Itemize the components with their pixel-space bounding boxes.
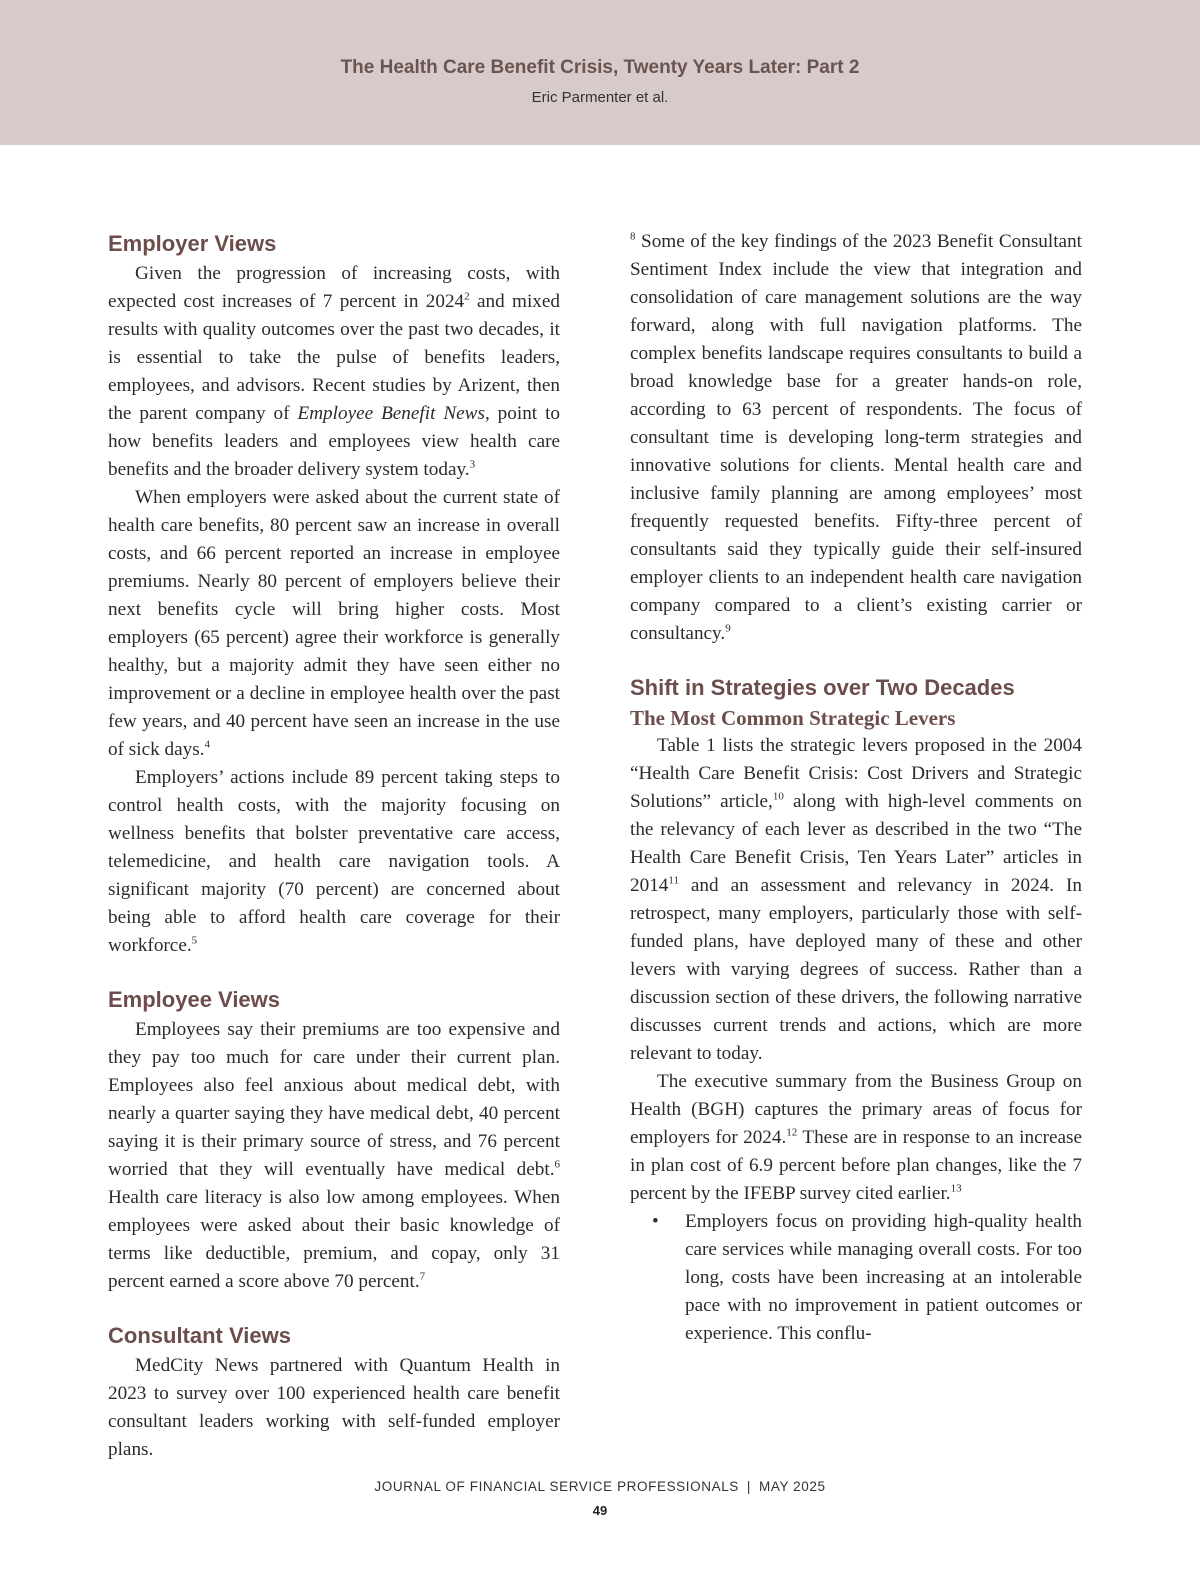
issue-date: MAY 2025	[759, 1479, 826, 1494]
page-number: 49	[592, 1503, 608, 1518]
footnote-ref: 4	[204, 738, 210, 751]
employer-paragraph-1: Given the progression of increasing costs, with expected cost increases of 7 percent in 2024$^2$ and mixed results with quality outcomes over the past two decades, it is essential to take the pulse of benefits leaders, employees, and advisors. Recent studies by Arizent, then the parent company of Employee Benefit News, point to how benefits leaders and employees view health care benefits and the broader delivery system today.$^3$	[108, 263, 560, 480]
employer-paragraph-3: Employers’ actions include 89 percent taking steps to control health costs, with the majority focusing on wellness benefits that bolster preventative care access, telemedicine, and health care navigation tools. A significant majority (70 percent) are concerned about being able to afford health care coverage for their workforce.$^5$	[108, 767, 560, 956]
footnote-ref: 3	[469, 458, 476, 471]
consultant-paragraph-part-1: MedCity News partnered with Quantum Health in 2023 to survey over 100 experienced health care benefit consultant leaders working with self-funded employer plans.	[108, 1355, 560, 1460]
shift-paragraph-2: The executive summary from the Business Group on Health (BGH) captures the primary areas of focus for employers for 2024.12 These are in response to an increase in plan cost of 6.9 percent before plan changes, like the 7 percent by the IFEBP survey cited earlier.$^{13}$	[630, 1071, 1082, 1204]
publication-name: Employee Benefit News	[297, 403, 485, 424]
footnote-ref: 7	[419, 1270, 426, 1283]
running-header	[0, 0, 1200, 145]
right-column	[630, 228, 1082, 1348]
focus-areas-list	[630, 1208, 1082, 1348]
article-title: The Health Care Benefit Crisis, Twenty Years Later: Part 2	[340, 57, 860, 78]
employee-paragraph-1: Employees say their premiums are too expensive and they pay too much for care under their current plan. Employees also feel anxious about medical debt, with nearly a quarter saying they have medical debt, 40 percent saying it is their primary source of stress, and 76 percent worried that they will eventually have medical debt.$^6$ Health care literacy is also low among employees. When employees were asked about their basic knowledge of terms like deductible, premium, and copay, only 31 percent earned a score above 70 percent.$^7$	[108, 1019, 560, 1292]
section-heading-consultant-views: Consultant Views	[108, 1323, 291, 1348]
bullet-icon: •	[652, 1211, 659, 1232]
list-item: • Employers focus on providing high-quality health care services while managing overall costs. For too long, costs have been increasing at an intolerable pace with no improvement in patient outcomes or experience. This conflu-	[630, 1208, 1082, 1348]
footer-separator: |	[746, 1479, 752, 1494]
employer-paragraph-2: When employers were asked about the current state of health care benefits, 80 percent saw an increase in overall costs, and 66 percent reported an increase in employee premiums. Nearly 80 percent of employers believe their next benefits cycle will bring higher costs. Most employers (65 percent) agree their workforce is generally healthy, but a majority admit they have seen either no improvement or a decline in employee health over the past few years, and 40 percent have seen an increase in the use of sick days.$^4$	[108, 487, 560, 760]
section-heading-shift-in-strategies: Shift in Strategies over Two Decades	[630, 675, 1015, 700]
footnote-ref: 2	[464, 290, 470, 303]
footnote-ref: 5	[191, 934, 198, 947]
footnote-ref: 12	[786, 1126, 798, 1139]
section-heading-employee-views: Employee Views	[108, 987, 281, 1012]
left-column	[108, 228, 560, 1460]
footnote-ref: 8	[630, 230, 636, 243]
footnote-ref: 11	[668, 874, 679, 887]
footnote-ref: 9	[725, 622, 731, 635]
footnote-ref: 6	[554, 1158, 560, 1171]
consultant-paragraph-continued: $^8$ Some of the key findings of the 2023 Benefit Consultant Sentiment Index include the view that integration and consolidation of care management solutions are the way forward, along with full navigation platforms. The complex benefits landscape requires consultants to build a broad knowledge base for a greater hands-on role, according to 63 percent of respondents. The focus of consultant time is developing long-term strategies and innovative solutions for clients. Mental health care and inclusive family planning are among employees’ most frequently requested benefits. Fifty-three percent of consultants said they typically guide their self-insured employer clients to an independent health care navigation company compared to a client’s existing carrier or consultancy.$^9$	[630, 230, 1082, 644]
section-heading-employer-views: Employer Views	[108, 231, 277, 256]
footnote-ref: 10	[772, 790, 784, 803]
footnote-ref: 13	[950, 1182, 962, 1195]
article-author: Eric Parmenter et al.	[531, 89, 669, 106]
shift-paragraph-1: Table 1 lists the strategic levers proposed in the 2004 “Health Care Benefit Crisis: Cost Drivers and Strategic Solutions” article,$^{10}$ along with high-level comments on the relevancy of each lever as described in the two “The Health Care Benefit Crisis, Ten Years Later” articles in 2014$^{11}$ and an assessment and relevancy in 2024. In retrospect, many employers, particularly those with self-funded plans, have deployed many of these and other levers with varying degrees of success. Rather than a discussion section of these drivers, the following narrative discusses current trends and actions, which are more relevant to today.	[630, 735, 1082, 1064]
journal-name: JOURNAL OF FINANCIAL SERVICE PROFESSIONALS	[374, 1479, 739, 1494]
subheading-strategic-levers: The Most Common Strategic Levers	[630, 706, 956, 730]
page-footer	[0, 1479, 1200, 1494]
